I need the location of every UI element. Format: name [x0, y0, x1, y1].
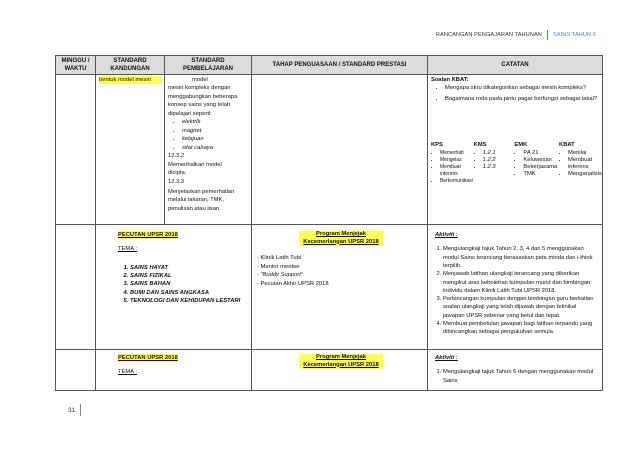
cell-minggu [56, 350, 96, 391]
list-item: • Mengapa skru dikategorikan sebagai mesin kompleks? [445, 84, 599, 93]
col-prestasi: TAHAP PENGUASAAN / STANDARD PRESTASI [252, 56, 428, 75]
program-title: Program Menjejak Kecemerlangan UPSR 2018 [299, 231, 383, 246]
standard-number: 12.3.3 [168, 178, 185, 185]
list-item: • Berkomunikasi [440, 178, 474, 185]
pembelajaran-line: dipelajari seperti: [168, 110, 212, 117]
kms-column [474, 142, 515, 186]
col-catatan: CATATAN [428, 56, 603, 75]
list-item: 1. Mengulangkaji tajuk Tahun 2, 3, 4 dan 5 menggunakan modul Sains terancang berasaskan peta minda dan i-think terpilih. [443, 245, 599, 270]
kandungan-text: bentuk model mesin [99, 76, 161, 84]
kps-column [431, 142, 474, 186]
cell-program [252, 225, 428, 350]
tema-label: TEMA : [118, 246, 138, 253]
list-item: • Menilai [568, 150, 599, 157]
list-item: • sifat cahaya [182, 144, 248, 153]
program-title: Program Menjejak Kecemerlangan UPSR 2018 [299, 354, 383, 369]
list-item: 3. SAINS BAHAN [130, 280, 248, 288]
aktiviti-list [431, 368, 599, 385]
pecutan-title: PECUTAN UPSR 2018 [118, 355, 178, 361]
footer-divider [80, 404, 81, 416]
list-item: 1. Mengulangkaji tajuk Tahun 6 dengan menggunakan modul Sains [443, 368, 599, 385]
kbat-column [559, 141, 602, 186]
list-item: 2. SAINS FIZIKAL [130, 272, 248, 280]
kbat-title: KBAT [559, 141, 575, 148]
program-item: Pecutan Akhir UPSR 2018 [260, 280, 329, 287]
list-item: • 1.2.1 [483, 150, 515, 157]
cell-pecutan [96, 225, 252, 350]
tema-label: TEMA : [118, 369, 138, 376]
col-minggu: MINGGU / WAKTU [56, 56, 96, 75]
soalan-title: Soalan KBAT: [431, 77, 469, 83]
program-item: Klinik Latih Tubi [260, 255, 302, 262]
col-kandungan: STANDARD KANDUNGAN [96, 56, 165, 75]
list-item: • Memerhati [440, 150, 474, 157]
skills-grid [431, 141, 602, 186]
program-item: “Buddy Support” [260, 272, 303, 279]
list-item: - Klinik Latih Tubi [257, 255, 302, 262]
emk-column [514, 142, 559, 186]
list-item: • Bagaimana roda pada pintu pagar berfungsi sebagai takal? [445, 95, 599, 104]
list-item: • 1.2.2 [483, 157, 515, 164]
list-item: • PA 21 [523, 150, 559, 157]
pembelajaran-line: model [192, 77, 208, 83]
page-number: 31 [68, 406, 76, 414]
table-row [56, 225, 603, 350]
page-header [436, 30, 596, 40]
list-item: • Menganalisis [568, 171, 599, 178]
standard-text: dicipta. [168, 170, 187, 177]
concept-list [168, 118, 248, 152]
aktiviti-title: Aktiviti : [435, 355, 458, 361]
list-item: • magnet [182, 127, 248, 136]
table-header-row [56, 56, 603, 75]
list-item: - Mentor mentee [257, 263, 300, 270]
soalan-list [431, 84, 599, 103]
kms-list [474, 150, 515, 172]
list-item: • Keluwesan [523, 157, 559, 164]
cell-pecutan [96, 350, 252, 391]
table-row [56, 75, 603, 225]
list-item: 2. Menjawab latihan ulangkaji terancang yang diberikan mengikut aras kebolehan kumpulan murid dan bimbingan individu dalam Klinik Latih Tubi UPSR 2018. [443, 270, 599, 295]
list-item: 5. TEKNOLOGI DAN KEHIDUPAN LESTARI [130, 297, 248, 305]
tema-list [118, 264, 248, 305]
emk-title: EMK [514, 141, 528, 148]
cell-catatan [428, 75, 603, 225]
standard-text: Memerihalkan model [168, 161, 222, 168]
standard-text: melalui lakaran, TMK, [168, 197, 224, 204]
kps-title: KPS [431, 141, 443, 148]
cell-program [252, 350, 428, 391]
list-item: 4. Membuat pembetulan jawapan bagi latihan terpandu yang dibincangkan sebagai pengukuhan semula. [443, 320, 599, 337]
aktiviti-title: Aktiviti : [435, 232, 458, 238]
plan-table [55, 55, 603, 391]
kps-list [431, 150, 474, 186]
pecutan-title: PECUTAN UPSR 2018 [118, 232, 178, 238]
program-item: Mentor mentee [260, 263, 300, 270]
list-item: • Membuat inferens [568, 157, 599, 171]
list-item: • Membuat inferens [440, 164, 474, 178]
list-item: • elektrik [182, 118, 248, 127]
list-item: 1. SAINS HAYAT [130, 264, 248, 272]
list-item: • 1.2.3 [483, 164, 515, 171]
program-list [255, 254, 424, 288]
col-pembelajaran: STANDARD PEMBELAJARAN [165, 56, 252, 75]
page-footer [68, 404, 81, 416]
cell-kandungan [96, 75, 165, 225]
list-item: 3. Perbincangan kumpulan dengan bimbingan guru berkaitan soalan ulangkaji yang telah dijawab dengan teknikal jawapan UPSR sebenar yang betul dan tepat. [443, 295, 599, 320]
pembelajaran-line: menggabungkan beberapa [168, 93, 238, 100]
list-item: - Pecutan Akhir UPSR 2018 [257, 280, 329, 287]
document-title: RANCANGAN PENGAJARAN TAHUNAN [435, 32, 542, 38]
cell-prestasi [252, 75, 428, 225]
cell-aktiviti [428, 350, 603, 391]
standard-text: Menjelaskan pemerhatian [168, 189, 235, 196]
pembelajaran-line: konsep sains yang telah [168, 102, 231, 109]
list-item: 4. BUMI DAN SAINS ANGKASA [130, 289, 248, 297]
cell-pembelajaran [165, 75, 252, 225]
list-item: - “Buddy Support” [257, 272, 303, 279]
list-item: • kelajuan [182, 135, 248, 144]
kbat-list [559, 149, 602, 179]
kms-title: KMS [473, 141, 487, 148]
list-item: • Bekerjasama [523, 164, 559, 171]
subject-label: SAINS TAHUN 6 [552, 32, 596, 38]
emk-list [514, 150, 559, 179]
table-row [56, 350, 603, 391]
pembelajaran-line: mesin kompleks dengan [168, 85, 231, 92]
cell-aktiviti [428, 225, 603, 350]
cell-minggu [56, 225, 96, 350]
header-divider [547, 30, 548, 40]
standard-text: penulisan atau lisan. [168, 205, 221, 212]
aktiviti-list [431, 245, 599, 336]
list-item: • Mengelas [440, 157, 474, 164]
cell-minggu [56, 75, 96, 225]
list-item: • TMK [523, 171, 559, 178]
standard-number: 12.3.2 [168, 153, 185, 160]
